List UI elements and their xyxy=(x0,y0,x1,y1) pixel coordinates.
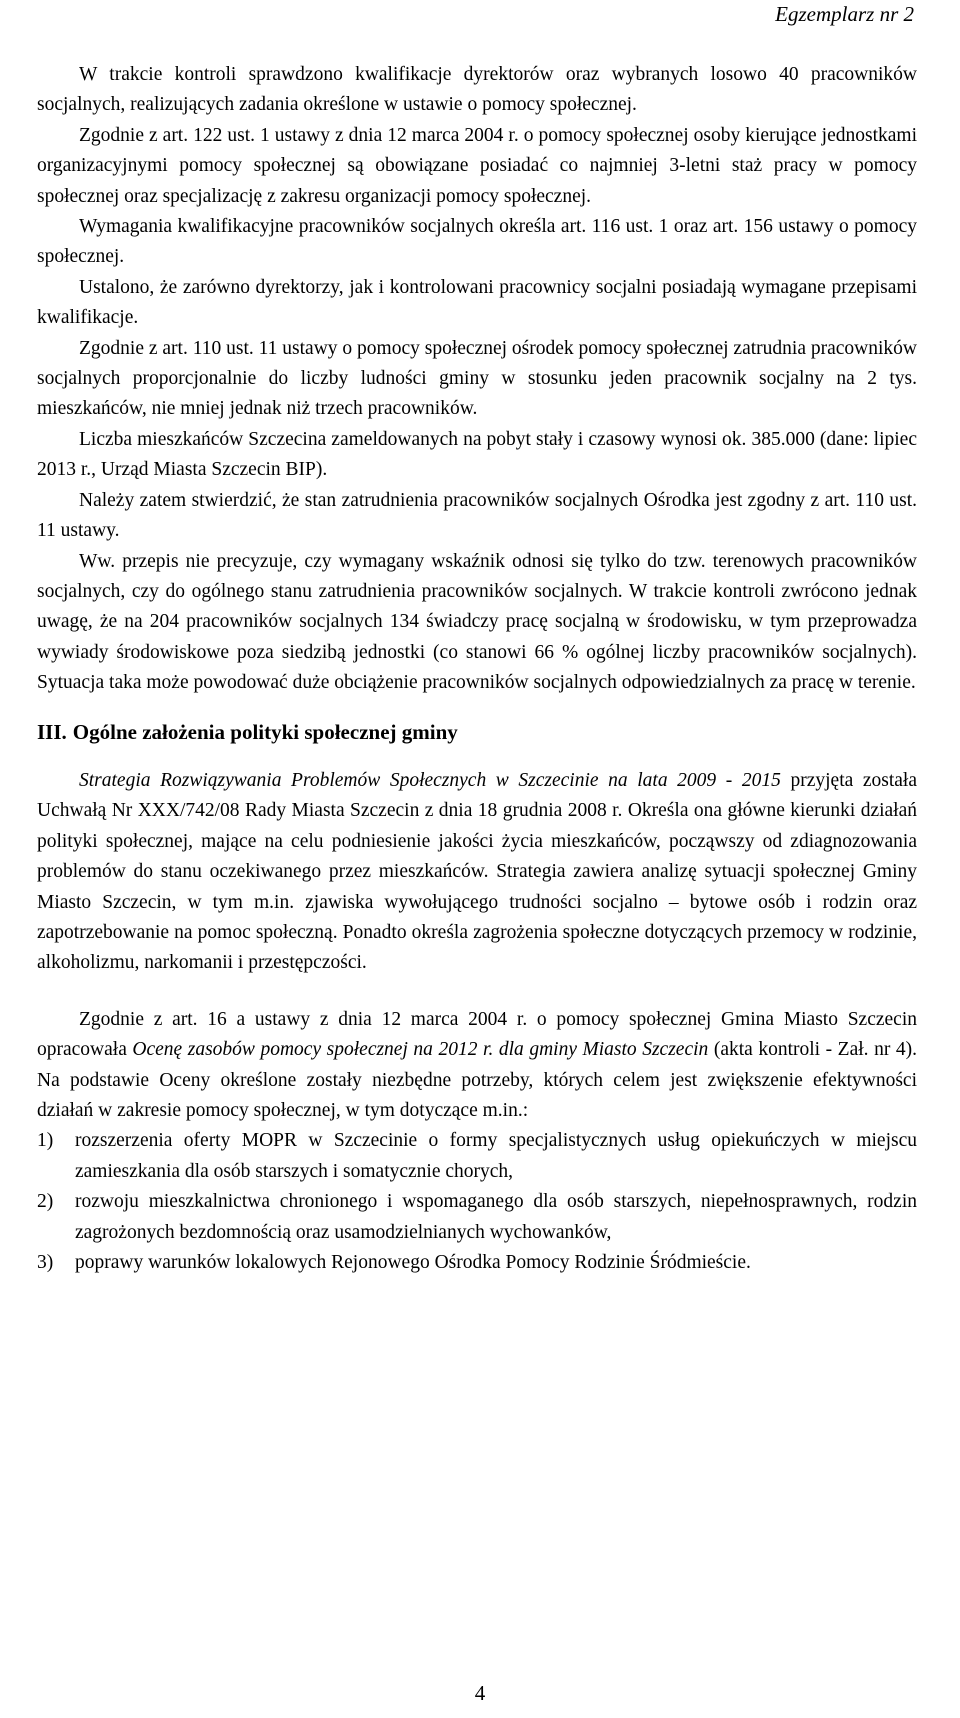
list-item-number: 1) xyxy=(37,1130,54,1152)
paragraph: Liczba mieszkańców Szczecina zameldowanych na pobyt stały i czasowy wynosi ok. 385.000 (dane: lipiec 2013 r., Urząd Miasta Szczecin BIP). xyxy=(37,428,917,481)
paragraph: Zgodnie z art. 110 ust. 11 ustawy o pomocy społecznej ośrodek pomocy społecznej zatrudnia pracowników socjalnych proporcjonalnie do liczby ludności gminy w stosunku jeden pracownik socjalny na 2 tys. mieszkańców, nie mniej jednak niż trzech pracowników. xyxy=(37,337,917,420)
strategy-title: Strategia Rozwiązywania Problemów Społecznych w Szczecinie na lata 2009 - 2015 xyxy=(79,769,781,791)
paragraph: Ww. przepis nie precyzuje, czy wymagany wskaźnik odnosi się tylko do tzw. terenowych pracowników socjalnych, czy do ogólnego stanu zatrudnienia pracowników socjalnych. W trakcie kontroli zwrócono jednak uwagę, że na 204 pracowników socjalnych 134 świadczy pracę socjalną w środowisku, w tym przeprowadza wywiady środowiskowe poza siedzibą jednostki (co stanowi 66 % ogólnej liczby pracowników socjalnych). Sytuacja taka może powodować duże obciążenie pracowników socjalnych odpowiedzialnych za pracę w terenie. xyxy=(37,550,917,694)
list-item-text: rozwoju mieszkalnictwa chronionego i wspomaganego dla osób starszych, niepełnosprawnych, rodzin zagrożonych bezdomnością oraz usamodzielnianych wychowanków, xyxy=(75,1191,917,1243)
strategy-text: przyjęta została Uchwałą Nr XXX/742/08 Rady Miasta Szczecin z dnia 18 grudnia 2008 r. Określa ona główne kierunki działań polityki społecznej, mające na celu podniesienie jakości życia mieszkańców, począwszy od zdiagnozowania problemów do stanu oczekiwanego przez mieszkańców. Strategia zawiera analizę sytuacji społecznej Gminy Miasto Szczecin, w tym m.in. zjawiska wywołującego trudności socjalno – bytowe osób i rodzin oraz zapotrzebowanie na pomoc społeczną. Ponadto określa zagrożenia społeczne dotyczących przemocy w rodzinie, alkoholizmu, narkomanii i przestępczości. xyxy=(37,769,918,974)
assessment-paragraph xyxy=(37,1005,917,1127)
needs-list xyxy=(37,1126,917,1278)
copy-label: Egzemplarz nr 2 xyxy=(775,2,914,26)
assessment-text-1: Zgodnie z art. 16 a ustawy z dnia 12 marca 2004 r. o pomocy społecznej Gmina Miasto Szczecin opracowała xyxy=(37,1008,917,1061)
assessment-title: Ocenę zasobów pomocy społecznej na 2012 r. dla gminy Miasto Szczecin xyxy=(132,1039,709,1061)
paragraph: Ustalono, że zarówno dyrektorzy, jak i kontrolowani pracownicy socjalni posiadają wymagane przepisami kwalifikacje. xyxy=(37,276,917,329)
section-title: Ogólne założenia polityki społecznej gminy xyxy=(72,719,458,744)
paragraph: Zgodnie z art. 122 ust. 1 ustawy z dnia 12 marca 2004 r. o pomocy społecznej osoby kierujące jednostkami organizacyjnymi pomocy społecznej są obowiązane posiadać co najmniej 3-letni staż pracy w pomocy społecznej oraz specjalizację z zakresu organizacji pomocy społecznej. xyxy=(37,124,917,207)
paragraph: Wymagania kwalifikacyjne pracowników socjalnych określa art. 116 ust. 1 oraz art. 156 ustawy o pomocy społecznej. xyxy=(37,216,917,268)
paragraph: W trakcie kontroli sprawdzono kwalifikacje dyrektorów oraz wybranych losowo 40 pracowników socjalnych, realizujących zadania określone w ustawie o pomocy społecznej. xyxy=(37,64,917,116)
strategy-paragraph xyxy=(37,766,917,979)
list-item xyxy=(37,1248,917,1278)
section-heading xyxy=(37,717,917,747)
list-item-number: 2) xyxy=(37,1191,54,1213)
list-item xyxy=(37,1187,917,1248)
paragraph: Należy zatem stwierdzić, że stan zatrudnienia pracowników socjalnych Ośrodka jest zgodny z art. 110 ust. 11 ustawy. xyxy=(37,489,917,542)
page-number: 4 xyxy=(474,1681,486,1705)
list-item-text: rozszerzenia oferty MOPR w Szczecinie o formy specjalistycznych usług opiekuńczych w miejscu zamieszkania dla osób starszych i somatycznie chorych, xyxy=(75,1130,917,1182)
list-item-number: 3) xyxy=(37,1252,54,1274)
document-body xyxy=(37,60,917,1278)
assessment-text-2: (akta kontroli - Zał. nr 4). Na podstawie Oceny określone zostały niezbędne potrzeby, których celem jest zwiększenie efektywności działań w zakresie pomocy społecznej, w tym dotyczące m.in.: xyxy=(37,1039,917,1121)
list-item-text: poprawy warunków lokalowych Rejonowego Ośrodka Pomocy Rodzinie Śródmieście. xyxy=(75,1252,751,1274)
list-item xyxy=(37,1126,917,1187)
section-number: III. xyxy=(37,719,67,744)
